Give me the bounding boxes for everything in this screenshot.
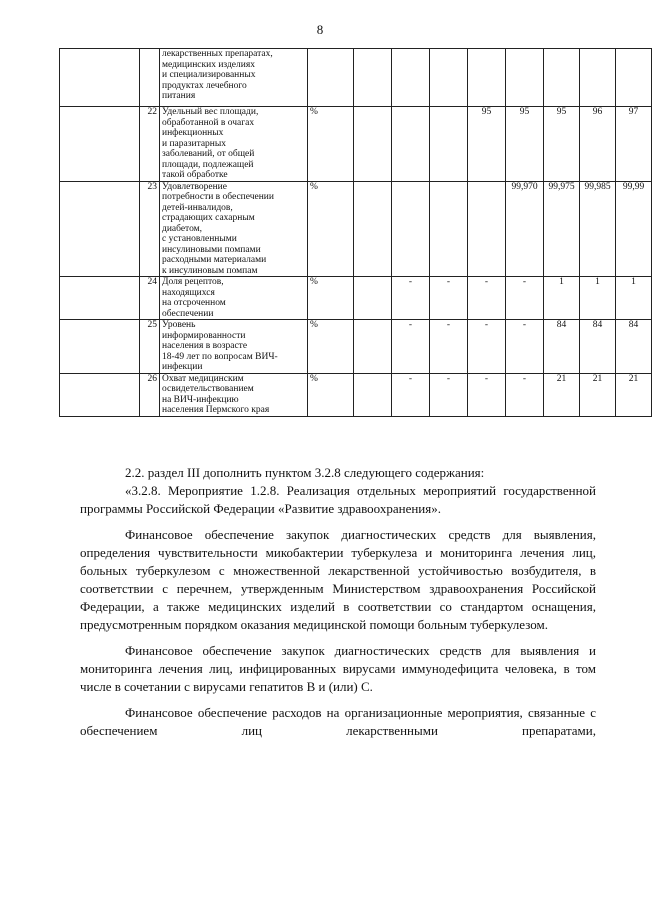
value-cell: [354, 181, 392, 277]
indicator-name-line: инфекции: [162, 362, 203, 372]
row-number: 25: [140, 320, 160, 374]
table-cell: [506, 49, 544, 107]
indicator-name-line: обработанной в очагах: [162, 117, 255, 128]
value-cell: 95: [468, 107, 506, 182]
indicator-name-line: и специализированных: [162, 70, 256, 80]
indicator-name-line: заболеваний, от общей: [162, 149, 255, 159]
indicator-name-line: Уровень: [162, 320, 196, 330]
value-cell: -: [430, 277, 468, 320]
value-cell: 99,985: [580, 181, 616, 277]
indicator-name-line: детей-инвалидов,: [162, 202, 233, 213]
indicator-name-line: с установленными: [162, 234, 237, 244]
indicator-name-line: населения в возрасте: [162, 341, 248, 351]
value-cell: 99,975: [544, 181, 580, 277]
value-cell: -: [506, 277, 544, 320]
indicator-name-line: освидетельствованием: [162, 384, 254, 394]
value-cell: [468, 181, 506, 277]
row-number: 23: [140, 181, 160, 277]
indicator-name-cell: [160, 320, 308, 374]
value-cell: 1: [580, 277, 616, 320]
table-cell: [60, 181, 140, 277]
indicator-name-cell: [160, 49, 308, 107]
value-cell: 84: [616, 320, 652, 374]
indicator-name-line: площади, подлежащей: [162, 159, 254, 170]
value-cell: -: [506, 320, 544, 374]
indicator-name-line: продуктах лечебного: [162, 80, 247, 91]
paragraph-tuberculosis: Финансовое обеспечение закупок диагностических средств для выявления, определения чувствительности микобактерии туберкулеза и мониторинга лечения лиц, больных туберкулезом с множественной лекарственной устойчивостью возбудителя, в соответствии с перечнем, утвержденным Министерством здравоохранения Российской Федерации, а также медицинских изделий в соответствии со стандартом оснащения, предусмотренным порядком оказания медицинской помощи больным туберкулезом.: [80, 527, 596, 632]
table-row-continuation: [60, 49, 652, 107]
value-cell: -: [430, 320, 468, 374]
table-cell: [308, 49, 354, 107]
table-body: [60, 49, 652, 417]
value-cell: 1: [544, 277, 580, 320]
row-number: 22: [140, 107, 160, 182]
paragraph-measure-title: «3.2.8. Мероприятие 1.2.8. Реализация отдельных мероприятий государственной программы Российской Федерации «Развитие здравоохранения».: [80, 483, 596, 516]
value-cell: 21: [616, 373, 652, 416]
table-cell: [60, 49, 140, 107]
value-cell: 95: [506, 107, 544, 182]
indicator-name-line: медицинских изделиях: [162, 59, 255, 70]
value-cell: 95: [544, 107, 580, 182]
indicator-name-line: обеспечении: [162, 308, 214, 319]
indicator-name-line: инфекционных: [162, 128, 224, 138]
value-cell: [392, 107, 430, 182]
value-cell: -: [392, 320, 430, 374]
table-cell: [60, 320, 140, 374]
value-cell: -: [468, 373, 506, 416]
table-cell: [392, 49, 430, 107]
value-cell: 84: [544, 320, 580, 374]
indicator-name-line: инсулиновыми помпами: [162, 244, 261, 255]
indicator-name-line: информированности: [162, 330, 246, 341]
value-cell: 1: [616, 277, 652, 320]
value-cell: [354, 320, 392, 374]
value-cell: 97: [616, 107, 652, 182]
table-row: [60, 320, 652, 374]
table-cell: [354, 49, 392, 107]
value-cell: -: [430, 373, 468, 416]
value-cell: [354, 373, 392, 416]
value-cell: 99,970: [506, 181, 544, 277]
indicator-name-line: к инсулиновым помпам: [162, 265, 258, 276]
value-cell: 84: [580, 320, 616, 374]
indicator-name-line: Охват медицинским: [162, 373, 244, 384]
table-row: [60, 107, 652, 182]
value-cell: 96: [580, 107, 616, 182]
unit-cell: %: [308, 181, 354, 277]
unit-cell: %: [308, 277, 354, 320]
row-number: 26: [140, 373, 160, 416]
value-cell: -: [468, 320, 506, 374]
indicator-name-line: Удельный вес площади,: [162, 107, 259, 117]
indicator-name-line: расходными материалами: [162, 255, 267, 265]
table-row: [60, 277, 652, 320]
table-cell: [580, 49, 616, 107]
indicator-name-line: Доля рецептов,: [162, 277, 224, 287]
unit-cell: %: [308, 320, 354, 374]
paragraph-amendment: 2.2. раздел III дополнить пунктом 3.2.8 следующего содержания:: [125, 465, 485, 480]
paragraph-organizational: Финансовое обеспечение расходов на организационные мероприятия, связанные с обеспечением лиц лекарственными препаратами,: [80, 705, 596, 738]
table-cell: [60, 373, 140, 416]
value-cell: -: [392, 277, 430, 320]
table-cell: [616, 49, 652, 107]
indicator-name-line: 18-49 лет по вопросам ВИЧ-: [162, 351, 278, 362]
indicator-name-line: населения Пермского края: [162, 405, 270, 415]
indicator-name-line: лекарственных препаратах,: [162, 49, 273, 59]
table-cell: [60, 277, 140, 320]
value-cell: [354, 277, 392, 320]
table-row: [60, 181, 652, 277]
paragraph-hiv: Финансовое обеспечение закупок диагностических средств для выявления и мониторинга лечения лиц, инфицированных вирусами иммунодефицита человека, в том числе в сочетании с вирусами гепатитов В и (или) С.: [80, 643, 596, 694]
value-cell: -: [506, 373, 544, 416]
indicator-name-cell: [160, 373, 308, 416]
indicator-name-line: находящихся: [162, 287, 215, 298]
body-text: [80, 464, 596, 740]
value-cell: -: [392, 373, 430, 416]
indicator-name-line: такой обработке: [162, 170, 228, 180]
indicator-name-cell: [160, 277, 308, 320]
table-cell: [140, 49, 160, 107]
value-cell: -: [468, 277, 506, 320]
table-cell: [468, 49, 506, 107]
indicator-name-cell: [160, 107, 308, 182]
indicator-name-line: Удовлетворение: [162, 181, 227, 192]
value-cell: 21: [544, 373, 580, 416]
table-cell: [544, 49, 580, 107]
indicator-name-line: потребности в обеспечении: [162, 192, 274, 202]
value-cell: [392, 181, 430, 277]
indicator-name-line: диабетом,: [162, 223, 203, 234]
value-cell: [430, 181, 468, 277]
indicator-name-cell: [160, 181, 308, 277]
table-cell: [430, 49, 468, 107]
indicator-name-line: страдающих сахарным: [162, 213, 255, 223]
unit-cell: %: [308, 373, 354, 416]
table-cell: [60, 107, 140, 182]
indicators-table: [59, 48, 652, 417]
value-cell: 99,99: [616, 181, 652, 277]
indicator-name-line: и паразитарных: [162, 138, 227, 149]
table-row: [60, 373, 652, 416]
indicator-name-line: на ВИЧ-инфекцию: [162, 394, 239, 405]
unit-cell: %: [308, 107, 354, 182]
page-number: 8: [316, 22, 324, 37]
indicator-name-line: питания: [162, 91, 196, 101]
value-cell: 21: [580, 373, 616, 416]
value-cell: [430, 107, 468, 182]
indicator-name-line: на отсроченном: [162, 298, 226, 308]
row-number: 24: [140, 277, 160, 320]
value-cell: [354, 107, 392, 182]
